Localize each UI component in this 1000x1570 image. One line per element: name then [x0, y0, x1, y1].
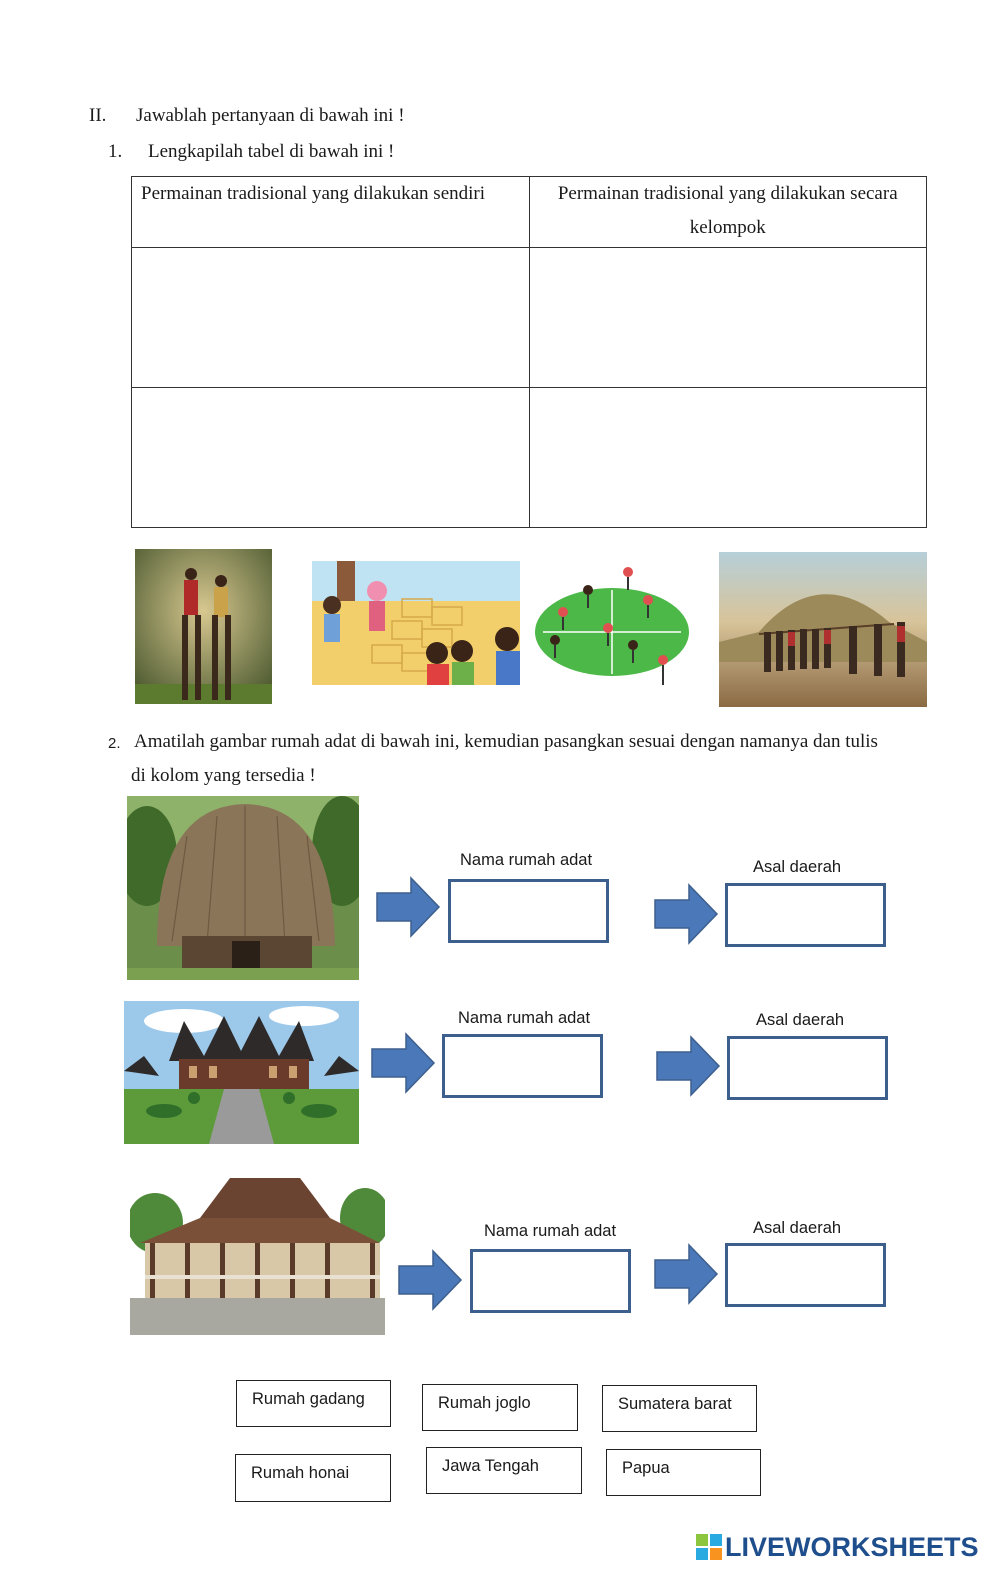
answer-cell-group-1[interactable]: [529, 248, 927, 388]
arrow-right-icon: [655, 1035, 721, 1097]
q1-number: 1.: [108, 141, 123, 162]
drop-box-name-1[interactable]: [448, 879, 609, 943]
drop-box-origin-3[interactable]: [725, 1243, 886, 1307]
answer-cell-solo-1[interactable]: [132, 248, 530, 388]
arrow-right-icon: [653, 1243, 719, 1305]
option-card-sumatera-barat[interactable]: Sumatera barat: [602, 1385, 757, 1432]
liveworksheets-brand-text: LIVEWORKSHEETS: [725, 1531, 979, 1562]
answer-input-group-1[interactable]: [530, 248, 927, 387]
option-card-jawa-tengah[interactable]: Jawa Tengah: [426, 1447, 582, 1494]
option-card-rumah-gadang[interactable]: Rumah gadang: [236, 1380, 391, 1427]
section-instruction: Jawablah pertanyaan di bawah ini !: [136, 105, 405, 126]
tug-of-war-photo: [719, 552, 927, 707]
table-header-group: Permainan tradisional yang dilakukan secara kelompok: [529, 177, 927, 248]
liveworksheets-logo-icon: [696, 1534, 722, 1560]
option-card-rumah-joglo[interactable]: Rumah joglo: [422, 1384, 578, 1431]
stilts-game-photo: [135, 549, 272, 704]
section-number: II.: [89, 105, 107, 126]
gadang-house-photo: [124, 1001, 359, 1144]
answer-cell-solo-2[interactable]: [132, 388, 530, 528]
hopscotch-illustration: [312, 561, 520, 685]
answer-input-group-2[interactable]: [530, 388, 927, 527]
q2-prompt-line2: di kolom yang tersedia !: [131, 765, 316, 786]
answer-input-solo-1[interactable]: [132, 248, 529, 387]
name-label: Nama rumah adat: [458, 1009, 591, 1027]
name-label: Nama rumah adat: [484, 1222, 617, 1240]
liveworksheets-logo: [696, 1531, 979, 1563]
arrow-right-icon: [653, 883, 719, 945]
arrow-right-icon: [370, 1032, 436, 1094]
table-header-solo: Permainan tradisional yang dilakukan sendiri: [132, 177, 530, 248]
honai-house-photo: [127, 796, 359, 980]
option-card-rumah-honai[interactable]: Rumah honai: [235, 1454, 391, 1502]
group-game-field-illustration: [533, 560, 691, 695]
drop-box-name-3[interactable]: [470, 1249, 631, 1313]
q1-prompt: Lengkapilah tabel di bawah ini !: [148, 141, 395, 162]
origin-label: Asal daerah: [756, 1011, 845, 1029]
games-table: [131, 176, 927, 528]
drop-box-origin-1[interactable]: [725, 883, 886, 947]
arrow-right-icon: [375, 876, 441, 938]
name-label: Nama rumah adat: [460, 851, 593, 869]
option-card-papua[interactable]: Papua: [606, 1449, 761, 1496]
answer-input-solo-2[interactable]: [132, 388, 529, 527]
answer-cell-group-2[interactable]: [529, 388, 927, 528]
drop-box-origin-2[interactable]: [727, 1036, 888, 1100]
q2-number: 2.: [108, 735, 121, 752]
joglo-house-photo: [130, 1163, 385, 1335]
q2-prompt-line1: Amatilah gambar rumah adat di bawah ini, kemudian pasangkan sesuai dengan namanya dan tulis: [134, 731, 878, 752]
arrow-right-icon: [397, 1249, 463, 1311]
origin-label: Asal daerah: [753, 1219, 842, 1237]
origin-label: Asal daerah: [753, 858, 842, 876]
drop-box-name-2[interactable]: [442, 1034, 603, 1098]
